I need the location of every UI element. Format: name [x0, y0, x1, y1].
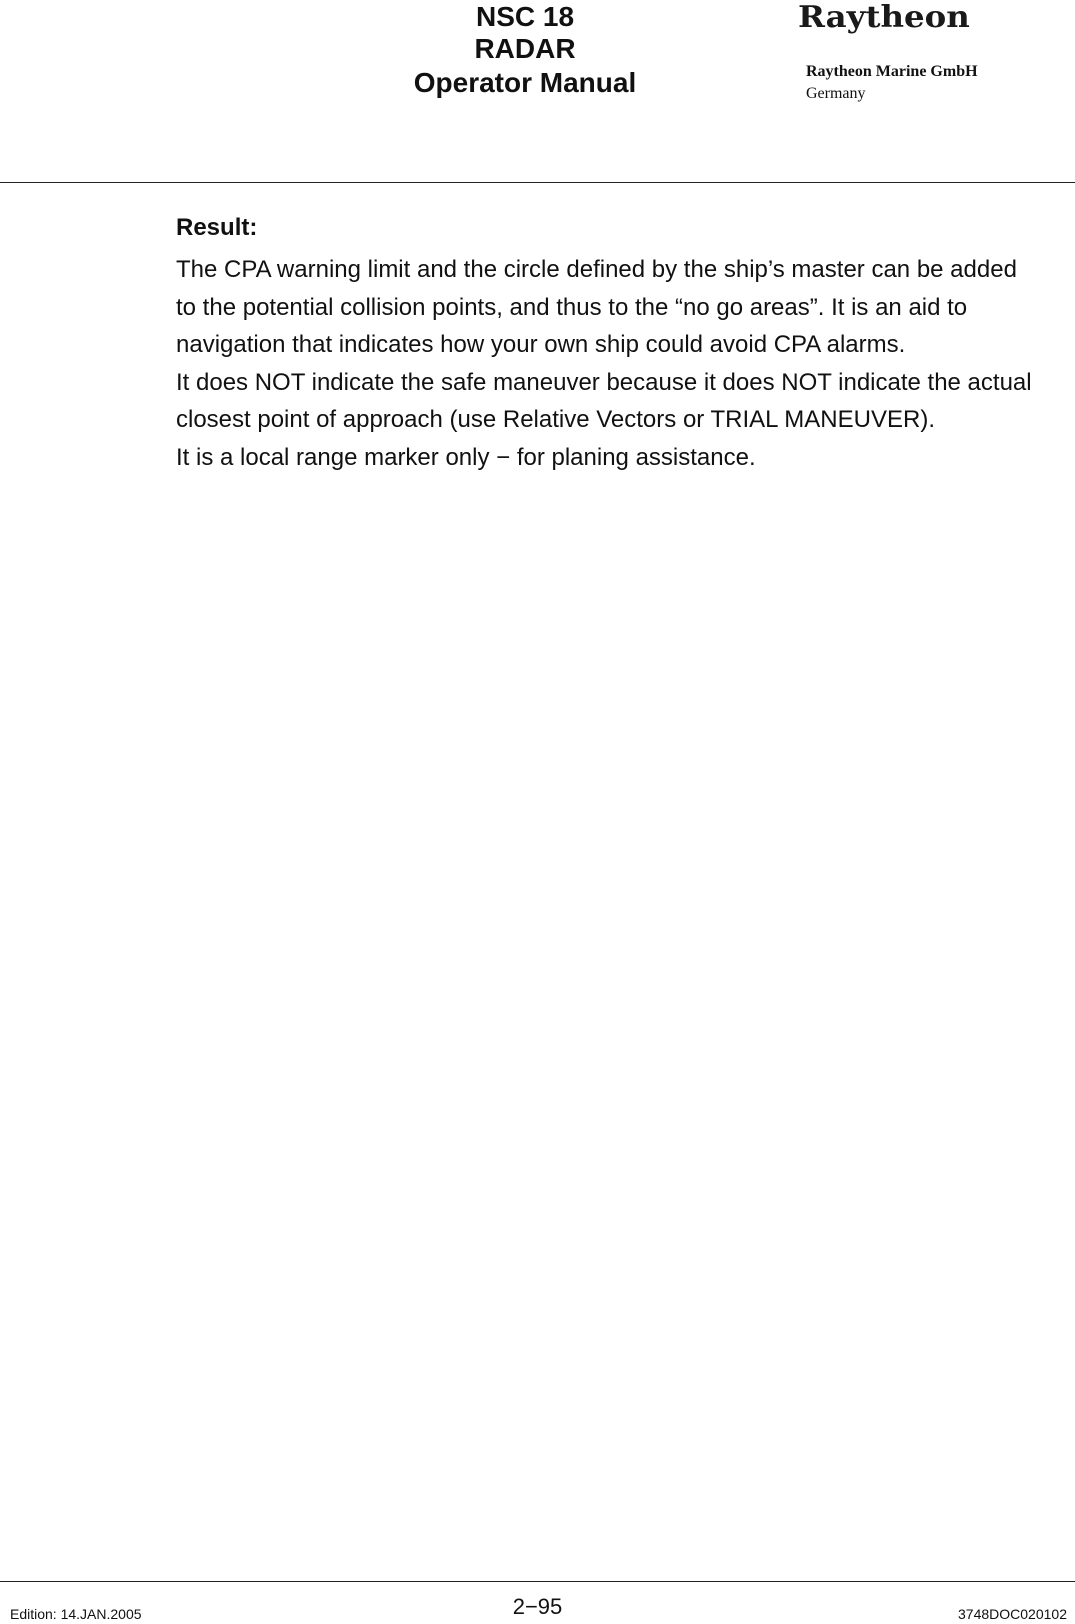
document-id: 3748DOC020102 — [958, 1606, 1067, 1622]
manual-type: Operator Manual — [413, 67, 637, 98]
body-line: It does NOT indicate the safe maneuver because it does NOT indicate the actual — [176, 368, 1032, 396]
page-number: 2−95 — [512, 1594, 563, 1619]
section-heading: Result: — [176, 214, 258, 241]
company-country: Germany — [806, 85, 866, 102]
body-line: The CPA warning limit and the circle defined by the ship’s master can be added — [176, 256, 1017, 283]
product-name: NSC 18 — [475, 1, 575, 32]
company-info — [806, 61, 978, 105]
body-content — [176, 214, 1075, 476]
product-type: RADAR — [474, 33, 576, 64]
footer-divider — [0, 1581, 1075, 1582]
body-line: navigation that indicates how your own ship could avoid CPA alarms. — [176, 331, 906, 358]
body-line: to the potential collision points, and thus to the “no go areas”. It is an aid to — [176, 293, 968, 321]
edition-date: Edition: 14.JAN.2005 — [10, 1606, 142, 1622]
raytheon-logo: Raytheon — [798, 0, 970, 35]
body-line: closest point of approach (use Relative Vectors or TRIAL MANEUVER). — [176, 406, 935, 433]
body-line: It is a local range marker only − for planing assistance. — [176, 443, 756, 471]
header-divider — [0, 182, 1075, 183]
company-name: Raytheon Marine GmbH — [806, 63, 978, 80]
